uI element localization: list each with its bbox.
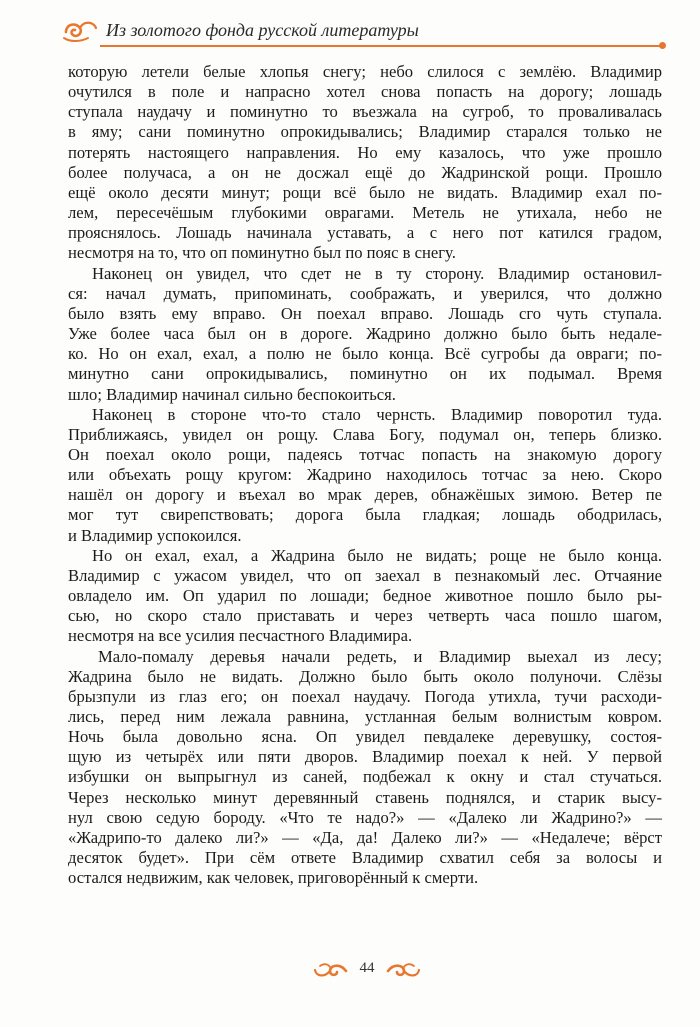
running-header	[60, 14, 664, 50]
text-line: нул свою седую бороду. «Что те надо?» — «Далеко ли Жадрино?» —	[68, 807, 662, 827]
text-line: овладело им. Оп ударил по лошади; бедное животное пошло было ры-	[68, 586, 662, 606]
text-line: нашёл он дорогу и въехал во мрак дерев, обнажёшых зимою. Ветер пе	[68, 485, 662, 505]
swirl-ornament-icon	[60, 16, 100, 46]
text-line: Владимир с ужасом увидел, что оп заехал в пезнакомый лес. Отчаяние	[68, 565, 662, 585]
text-line: «Жадрипо-то далеко ли?» — «Да, да! Далеко ли?» — «Недалече; вёрст	[68, 827, 662, 847]
header-rule-end-dot	[659, 42, 666, 49]
text-line: Мало-помалу деревья начали редеть, и Владимир выехал из лесу;	[98, 646, 662, 666]
text-line: остался недвижим, как человек, приговорённый к смерти.	[68, 868, 479, 888]
text-line: Наконец он увидел, что сдет не в ту сторону. Владимир остановил-	[92, 263, 662, 283]
text-line: Через несколько минут деревянный ставень поднялся, и старик высу-	[68, 787, 662, 807]
text-line: несмотря на все усилия песчастного Владимира.	[68, 626, 413, 646]
text-line: Жадрина было не видать. Должно было быть около полуночи. Слёзы	[68, 666, 662, 686]
text-line: прояснялось. Лошадь начинала уставать, а с него пот катился градом,	[68, 223, 662, 243]
text-line: щую из четырёх или пяти дворов. Владимир поехал к ней. У первой	[68, 747, 662, 767]
text-line: более получаса, а он не досжал ещё до Жадринской рощи. Прошло	[68, 162, 662, 182]
text-line: десяток будет». При сём ответе Владимир схватил себя за волосы и	[68, 848, 662, 868]
text-line: сью, но скоро стало приставать и через четверть часа пошло шагом,	[68, 606, 662, 626]
text-line: ещё около десяти минут; рощи всё было не видать. Владимир ехал по-	[68, 182, 662, 202]
text-line: минутно сани опрокидывались, поминутно он их подымал. Время	[68, 364, 662, 384]
text-line: Но он ехал, ехал, а Жадрина было не видать; роще не было конца.	[92, 545, 662, 565]
text-line: в яму; сани поминутно опрокидывались; Владимир старался только не	[68, 122, 662, 142]
text-line: Он поехал около рощи, падеясь тотчас попасть на знакомую дорогу	[68, 444, 662, 464]
text-line: которую летели белые хлопья снегу; небо слилося с землёю. Владимир	[68, 62, 662, 81]
page-footer	[0, 958, 700, 988]
text-line: и Владимир успокоился.	[68, 525, 242, 545]
text-line: потерять настоящего направления. Но ему казалось, что уже прошло	[68, 142, 662, 162]
text-line: шло; Владимир начинал сильно беспокоиться.	[68, 384, 396, 404]
header-rule	[100, 45, 664, 47]
swirl-ornament-icon	[312, 960, 350, 982]
text-line: Приближаясь, увидел он рощу. Слава Богу, подумал он, теперь близко.	[68, 424, 662, 444]
text-line: лись, перед ним лежала равнина, устланная белым волнистым ковром.	[68, 707, 662, 726]
text-line: Уже более часа был он в дороге. Жадрино должно было быть недале-	[68, 324, 662, 344]
text-line: избушки он выпрыгнул из саней, подбежал к окну и стал стучаться.	[68, 767, 662, 787]
text-line: брызпули из глаз его; он поехал наудачу. Погода утихла, тучи расходи-	[68, 686, 662, 706]
text-line: было взять ему вправо. Он поехал вправо. Лошадь сго чуть ступала.	[68, 303, 662, 323]
body-text	[68, 62, 662, 888]
text-line: ся: начал думать, припоминать, соображать, и уверился, что должно	[68, 283, 662, 303]
text-line: очутился в поле и напрасно хотел снова попасть на дорогу; лошадь	[68, 82, 662, 102]
header-title: Из золотого фонда русской литературы	[106, 20, 419, 40]
text-line: ко. Но он ехал, ехал, а полю не было конца. Всё сугробы да овраги; по-	[68, 344, 662, 364]
text-line: или объехать рощу кругом: Жадрино находилось тотчас за нею. Скоро	[68, 465, 662, 485]
text-line: несмотря на то, что оп поминутно был по пояс в снегу.	[68, 243, 456, 263]
text-line: ступала наудачу и поминутно то въезжала на сугроб, то проваливалась	[68, 102, 662, 122]
swirl-ornament-icon	[384, 960, 422, 982]
page-number: 44	[359, 960, 375, 976]
text-line: Ночь была довольно ясна. Оп увидел певдалеке деревушку, состоя-	[68, 727, 662, 747]
text-line: мог тут свирепствовать; дорога была гладкая; лошадь ободрилась,	[68, 505, 662, 525]
text-line: лем, пересечёшым глубокими оврагами. Метель не утихала, небо не	[68, 203, 662, 223]
text-line: Наконец в стороне что-то стало чернсть. Владимир поворотил туда.	[92, 404, 662, 424]
